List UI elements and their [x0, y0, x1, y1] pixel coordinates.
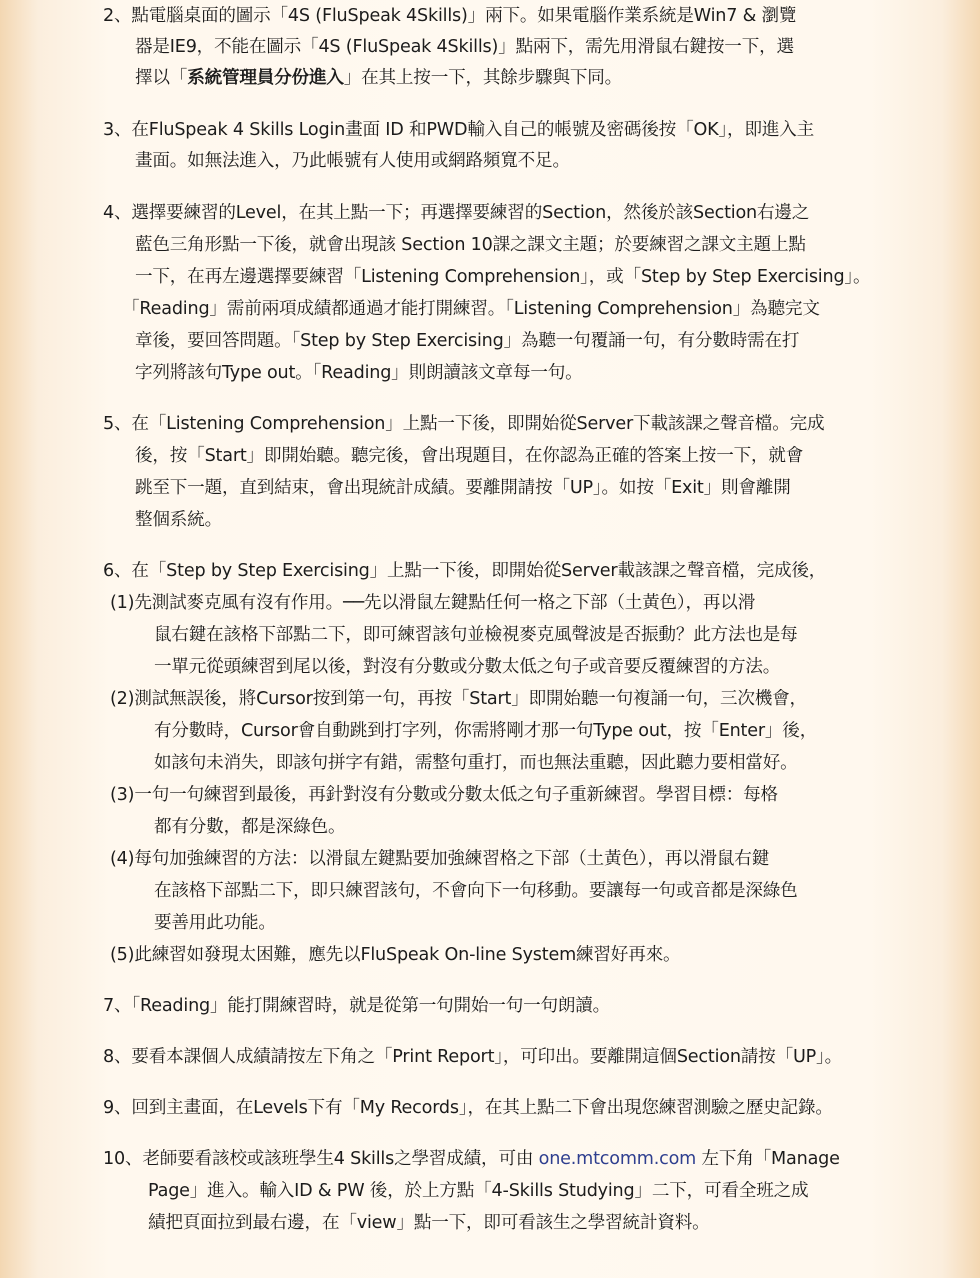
item-5-line-1: 5、在「Listening Comprehension」上點一下後，即開始從Server下載該課之聲音檔。完成: [103, 414, 825, 434]
item-4-line-5: 章後，要回答問題。「Step by Step Exercising」為聽一句覆誦一句，有分數時需在打: [135, 331, 800, 351]
item-6-sub-1-line-1: (1)先測試麥克風有沒有作用。──先以滑鼠左鍵點任何一格之下部（土黃色），再以滑: [110, 593, 756, 613]
item-10-line-2: Page」進入。輸入ID & PW 後，於上方點「4-Skills Studying」二下，可看全班之成: [148, 1181, 809, 1201]
item-6-sub-4-line-1: (4)每句加強練習的方法：以滑鼠左鍵點要加強練習格之下部（土黃色），再以滑鼠右鍵: [110, 849, 770, 869]
item-5-line-4: 整個系統。: [135, 510, 222, 530]
item-7: 7、「Reading」能打開練習時，就是從第一句開始一句一句朗讀。: [103, 996, 611, 1016]
item-3-line-2: 畫面。如無法進入，乃此帳號有人使用或網路頻寬不足。: [135, 151, 570, 171]
item-4-line-1: 4、選擇要練習的Level，在其上點一下；再選擇要練習的Section，然後於該Section右邊之: [103, 203, 810, 223]
item-6-sub-2-line-1: (2)測試無誤後，將Cursor按到第一句，再按「Start」即開始聽一句複誦一句，三次機會，: [110, 689, 807, 709]
item-10-line-1-end: 左下角「Manage: [696, 1149, 840, 1169]
item-4-line-4: 「Reading」需前兩項成績都通過才能打開練習。「Listening Comprehension」為聽完文: [122, 299, 820, 319]
mtcomm-link[interactable]: one.mtcomm.com: [538, 1149, 697, 1169]
item-10-line-1-start: 10、老師要看該校或該班學生4 Skills之學習成績，可由: [103, 1149, 539, 1169]
item-3-line-1: 3、在FluSpeak 4 Skills Login畫面 ID 和PWD輸入自己的帳號及密碼後按「OK」，即進入主: [103, 120, 815, 140]
item-2-line-3-start: 擇以「: [135, 68, 188, 88]
item-8: 8、要看本課個人成績請按左下角之「Print Report」，可印出。要離開這個Section請按「UP」。: [103, 1047, 843, 1067]
item-6-sub-4-line-2: 在該格下部點二下，即只練習該句，不會向下一句移動。要讓每一句或音都是深綠色: [154, 881, 798, 901]
admin-mode-emphasis: 系統管理員分份進入: [187, 68, 344, 88]
item-10-line-3: 績把頁面拉到最右邊，在「view」點一下，即可看該生之學習統計資料。: [148, 1213, 710, 1233]
item-6-sub-1-line-2: 鼠右鍵在該格下部點二下，即可練習該句並檢視麥克風聲波是否振動？此方法也是每: [154, 625, 798, 645]
item-6-line-1: 6、在「Step by Step Exercising」上點一下後，即開始從Server載該課之聲音檔，完成後，: [103, 561, 827, 581]
item-6-sub-3-line-2: 都有分數，都是深綠色。: [154, 817, 346, 837]
item-2-line-3: [135, 70, 622, 88]
item-5-line-2: 後，按「Start」即開始聽。聽完後，會出現題目，在你認為正確的答案上按一下，就會: [135, 446, 804, 466]
item-10-line-1: [103, 1151, 840, 1169]
item-6-sub-3-line-1: (3)一句一句練習到最後，再針對沒有分數或分數太低之句子重新練習。學習目標：每格: [110, 785, 778, 805]
item-6-sub-5-line-1: (5)此練習如發現太困難，應先以FluSpeak On-line System練習好再來。: [110, 945, 681, 965]
item-5-line-3: 跳至下一題，直到結束，會出現統計成績。要離開請按「UP」。如按「Exit」則會離開: [135, 478, 791, 498]
item-4-line-6: 字列將該句Type out。「Reading」則朗讀該文章每一句。: [135, 363, 583, 383]
item-9: 9、回到主畫面，在Levels下有「My Records」，在其上點二下會出現您練習測驗之歷史記錄。: [103, 1098, 833, 1118]
item-4-line-2: 藍色三角形點一下後，就會出現該 Section 10課之課文主題；於要練習之課文主題上點: [135, 235, 806, 255]
item-6-sub-2-line-2: 有分數時，Cursor會自動跳到打字列，你需將剛才那一句Type out，按「Enter」後，: [154, 721, 818, 741]
item-2-line-1: 2、點電腦桌面的圖示「4S (FluSpeak 4Skills)」兩下。如果電腦作業系統是Win7 & 瀏覽: [103, 6, 797, 26]
item-4-line-3: 一下，在再左邊選擇要練習「Listening Comprehension」，或「Step by Step Exercising」。: [135, 267, 871, 287]
item-2-line-2: 器是IE9，不能在圖示「4S (FluSpeak 4Skills)」點兩下，需先用滑鼠右鍵按一下，選: [135, 37, 794, 57]
item-6-sub-2-line-3: 如該句未消失，即該句拼字有錯，需整句重打，而也無法重聽，因此聽力要相當好。: [154, 753, 798, 773]
item-2-line-3-end: 」在其上按一下，其餘步驟與下同。: [343, 68, 623, 88]
item-6-sub-4-line-3: 要善用此功能。: [154, 913, 276, 933]
item-6-sub-1-line-3: 一單元從頭練習到尾以後，對沒有分數或分數太低之句子或音要反覆練習的方法。: [154, 657, 781, 677]
